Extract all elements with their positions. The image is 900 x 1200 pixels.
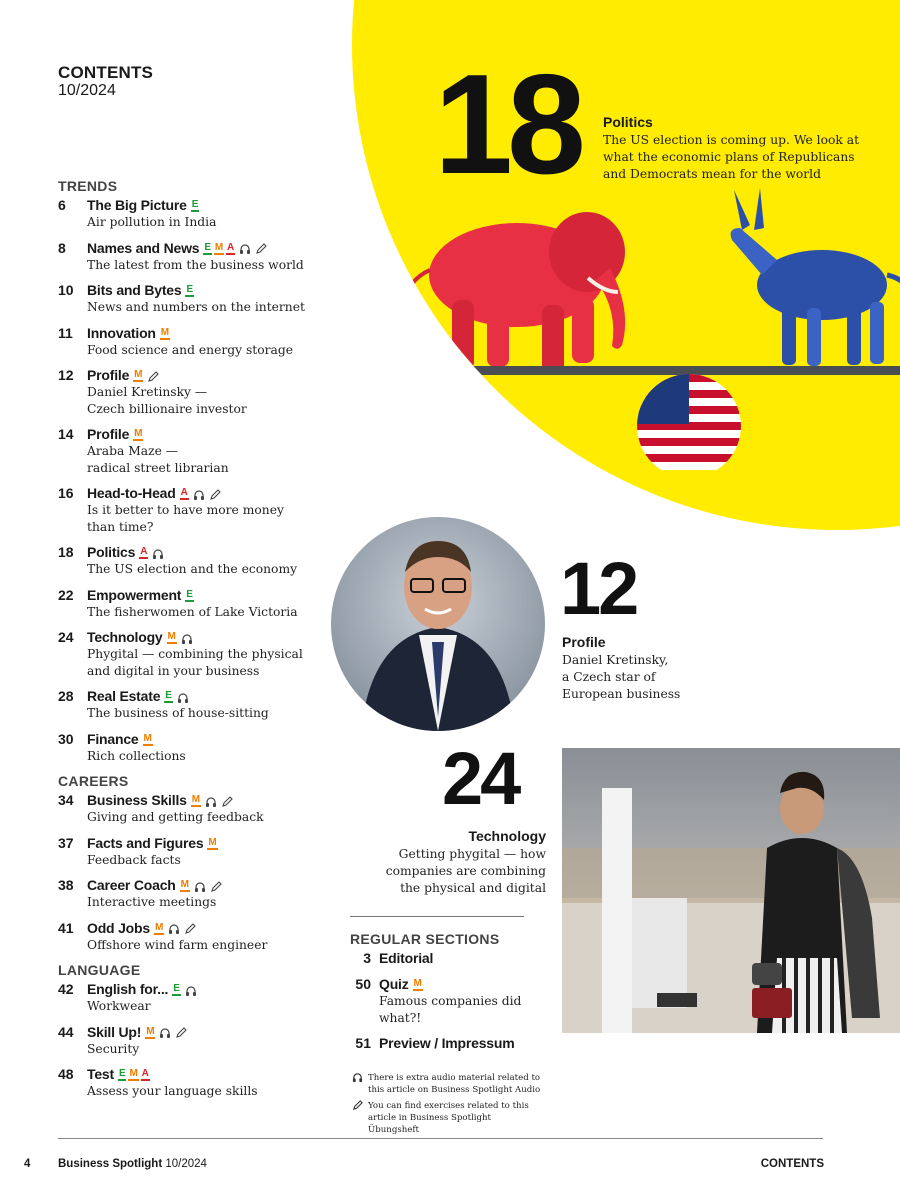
entry-description: what?! [379, 1010, 422, 1025]
entry-title: Profile M [87, 426, 143, 442]
entry-description: Is it better to have more money [87, 503, 284, 517]
level-m-badge: M [129, 1068, 138, 1079]
level-m-badge: M [143, 732, 152, 744]
entry-description: Feedback facts [87, 852, 181, 867]
entry-title: Names and News E M A [87, 240, 348, 257]
toc-entry[interactable] [58, 835, 348, 869]
page-ref: 28 [58, 688, 74, 704]
level-m-badge: M [208, 836, 217, 848]
toc-entry[interactable] [58, 426, 348, 476]
entry-description: Phygital — combining the physical [87, 647, 303, 661]
headphones-icon [168, 922, 180, 934]
level-m-badge: M [146, 1025, 155, 1037]
entry-title: Real Estate E [87, 688, 348, 705]
section-heading: CAREERS [58, 773, 129, 789]
level-m-badge: M [134, 428, 143, 439]
toc-entry[interactable] [58, 1024, 348, 1058]
entry-title: Career Coach M [87, 877, 348, 894]
entry-description: Offshore wind farm engineer [87, 937, 268, 952]
page-ref: 48 [58, 1066, 74, 1082]
pencil-icon [352, 1100, 368, 1136]
level-m-badge: M [160, 326, 169, 338]
entry-description: Air pollution in India [87, 215, 217, 229]
page-ref: 41 [58, 919, 74, 936]
toc-entry[interactable] [58, 325, 348, 359]
level-e-badge: E [204, 241, 211, 253]
headphones-icon [177, 691, 189, 703]
magazine-name: Business Spotlight 10/2024 [58, 1158, 207, 1170]
page-ref: 51 [355, 1035, 371, 1051]
exercise-note: You can find exercises related to this article in Business Spotlight Übungsheft [352, 1100, 542, 1136]
entry-title: Business Skills M [87, 792, 348, 809]
level-a-badge: A [141, 1068, 149, 1079]
entry-description: Workwear [87, 999, 151, 1013]
entry-description: News and numbers on the internet [87, 300, 305, 314]
feature-title: Profile [562, 634, 606, 650]
level-a-badge: A [180, 487, 188, 498]
feature-title: Technology [468, 828, 546, 844]
feature-number: 18 [434, 45, 580, 204]
pencil-icon [209, 488, 221, 500]
pencil-icon [255, 242, 267, 254]
entry-description: than time? [87, 519, 154, 534]
pencil-icon [210, 880, 222, 892]
entry-description: The US election and the economy [87, 562, 298, 576]
toc-entry[interactable] [58, 485, 348, 535]
headphones-icon [193, 488, 205, 500]
headphones-icon [152, 547, 164, 559]
level-m-badge: M [180, 879, 189, 890]
legend-notes [352, 1072, 542, 1140]
level-m-badge: M [134, 369, 143, 380]
page-ref: 37 [58, 834, 74, 851]
seesaw-plank [437, 366, 900, 375]
page-ref: 24 [58, 629, 74, 645]
headphones-icon [194, 880, 206, 892]
toc-entry[interactable] [58, 282, 348, 316]
toc-entry[interactable] [58, 1066, 348, 1100]
profile-portrait [331, 517, 545, 731]
feature-title: Politics [603, 114, 653, 130]
footer-section: CONTENTS [760, 1158, 824, 1170]
feature-number: 24 [442, 737, 519, 820]
page-ref: 22 [58, 586, 74, 603]
level-m-badge: M [154, 921, 164, 933]
entry-title: Odd Jobs M [87, 920, 348, 937]
entry-title: Test E M A [87, 1066, 149, 1082]
footer-divider [58, 1138, 823, 1139]
page-ref: 50 [355, 976, 371, 992]
feature-description: The US election is coming up. We look at what the economic plans of Republicans and Democrats mean for the world [603, 133, 860, 181]
table-of-contents [58, 178, 348, 1109]
page-ref: 34 [58, 792, 74, 808]
entry-description: The business of house-sitting [87, 706, 269, 720]
entry-description: radical street librarian [87, 460, 229, 475]
page-ref: 6 [58, 197, 66, 213]
politics-feature-circle [352, 0, 900, 530]
toc-entry[interactable] [58, 240, 348, 274]
toc-entry[interactable] [58, 792, 348, 826]
entry-title: Quiz M [379, 976, 422, 992]
entry-description: Daniel Kretinsky — [87, 385, 208, 399]
level-e-badge: E [191, 199, 199, 210]
technology-photo [562, 748, 900, 1033]
audio-note: There is extra audio material related to this article on Business Spotlight Audio [352, 1072, 542, 1096]
entry-description: Security [87, 1041, 140, 1056]
page-ref: 18 [58, 544, 74, 560]
toc-entry[interactable] [58, 688, 348, 722]
page-ref: 8 [58, 239, 66, 256]
page-number: 4 [24, 1158, 31, 1170]
entry-description: Food science and energy storage [87, 342, 293, 357]
donkey-icon [731, 188, 900, 366]
level-e-badge: E [118, 1068, 126, 1079]
level-m-badge: M [214, 241, 223, 253]
page-ref: 30 [58, 730, 74, 747]
level-m-badge: M [191, 794, 200, 805]
headphones-icon [205, 795, 217, 807]
toc-entry[interactable] [58, 629, 348, 679]
entry-description: and digital in your business [87, 663, 260, 678]
pencil-icon [184, 922, 196, 934]
page-ref: 3 [363, 950, 371, 966]
entry-title: Head-to-Head A [87, 485, 348, 502]
entry-title: Politics A [87, 544, 348, 561]
entry-title: Finance M [87, 730, 152, 747]
entry-description: Rich collections [87, 748, 186, 763]
entry-title: English for... E [87, 981, 348, 998]
us-flag-ball-icon [637, 374, 741, 470]
pencil-icon [175, 1026, 187, 1038]
level-e-badge: E [165, 690, 172, 701]
regular-sections [350, 931, 550, 1061]
entry-title: Profile M [87, 367, 348, 384]
contents-title: CONTENTS [58, 63, 154, 82]
toc-entry[interactable] [58, 877, 348, 911]
toc-entry[interactable] [350, 950, 550, 967]
headphones-icon [185, 984, 197, 996]
election-illustration [382, 180, 900, 470]
entry-title: Innovation M [87, 324, 169, 341]
contents-date: 10/2024 [58, 82, 116, 99]
toc-entry[interactable] [58, 367, 348, 417]
entry-description: Araba Maze — [87, 444, 179, 458]
entry-title: Skill Up! M [87, 1024, 348, 1041]
entry-description: The fisherwomen of Lake Victoria [87, 604, 298, 619]
headphones-icon [181, 632, 193, 644]
page-ref: 42 [58, 981, 74, 997]
pencil-icon [147, 370, 159, 382]
toc-entry[interactable] [350, 1035, 550, 1052]
headphones-icon [352, 1072, 368, 1096]
toc-entry[interactable] [58, 731, 348, 765]
feature-description: Daniel Kretinsky, a Czech star of European business [562, 653, 681, 701]
entry-title: Facts and Figures M [87, 834, 217, 851]
entry-title: Technology M [87, 629, 348, 646]
page-ref: 10 [58, 282, 74, 298]
section-heading: TRENDS [58, 178, 118, 194]
toc-entry[interactable] [350, 976, 550, 1026]
page-ref: 44 [58, 1023, 74, 1040]
page-ref: 12 [58, 367, 74, 383]
entry-description: Interactive meetings [87, 895, 217, 909]
contents-header [58, 63, 153, 100]
entry-title: Editorial [379, 950, 434, 966]
toc-entry[interactable] [58, 920, 348, 954]
entry-title: Empowerment E [87, 586, 193, 603]
entry-description: The latest from the business world [87, 257, 304, 272]
level-e-badge: E [186, 588, 193, 600]
toc-entry[interactable] [58, 544, 348, 578]
entry-title: The Big Picture E [87, 197, 199, 213]
feature-number: 12 [560, 547, 637, 630]
page-ref: 11 [58, 324, 73, 341]
level-m-badge: M [167, 631, 176, 642]
toc-entry[interactable] [58, 197, 348, 231]
toc-entry[interactable] [58, 587, 348, 621]
headphones-icon [159, 1026, 171, 1038]
pencil-icon [221, 795, 233, 807]
toc-entry[interactable] [58, 981, 348, 1015]
entry-description: Giving and getting feedback [87, 810, 264, 824]
entry-description: Czech billionaire investor [87, 401, 247, 416]
page-ref: 38 [58, 877, 74, 893]
headphones-icon [239, 242, 251, 254]
level-a-badge: A [226, 241, 235, 253]
elephant-icon [400, 212, 625, 373]
section-heading: LANGUAGE [58, 962, 141, 978]
entry-title: Preview / Impressum [379, 1035, 515, 1051]
page-ref: 14 [58, 426, 74, 442]
divider [350, 916, 524, 917]
level-e-badge: E [186, 284, 193, 295]
section-heading: REGULAR SECTIONS [350, 931, 500, 947]
level-e-badge: E [173, 983, 180, 994]
level-a-badge: A [140, 546, 148, 557]
level-m-badge: M [413, 978, 422, 989]
entry-title: Bits and Bytes E [87, 282, 193, 298]
page-ref: 16 [58, 485, 74, 501]
entry-description: Assess your language skills [87, 1084, 258, 1098]
entry-description: Famous companies did [379, 994, 522, 1008]
feature-description: Getting phygital — how companies are combining the physical and digital [385, 847, 546, 895]
